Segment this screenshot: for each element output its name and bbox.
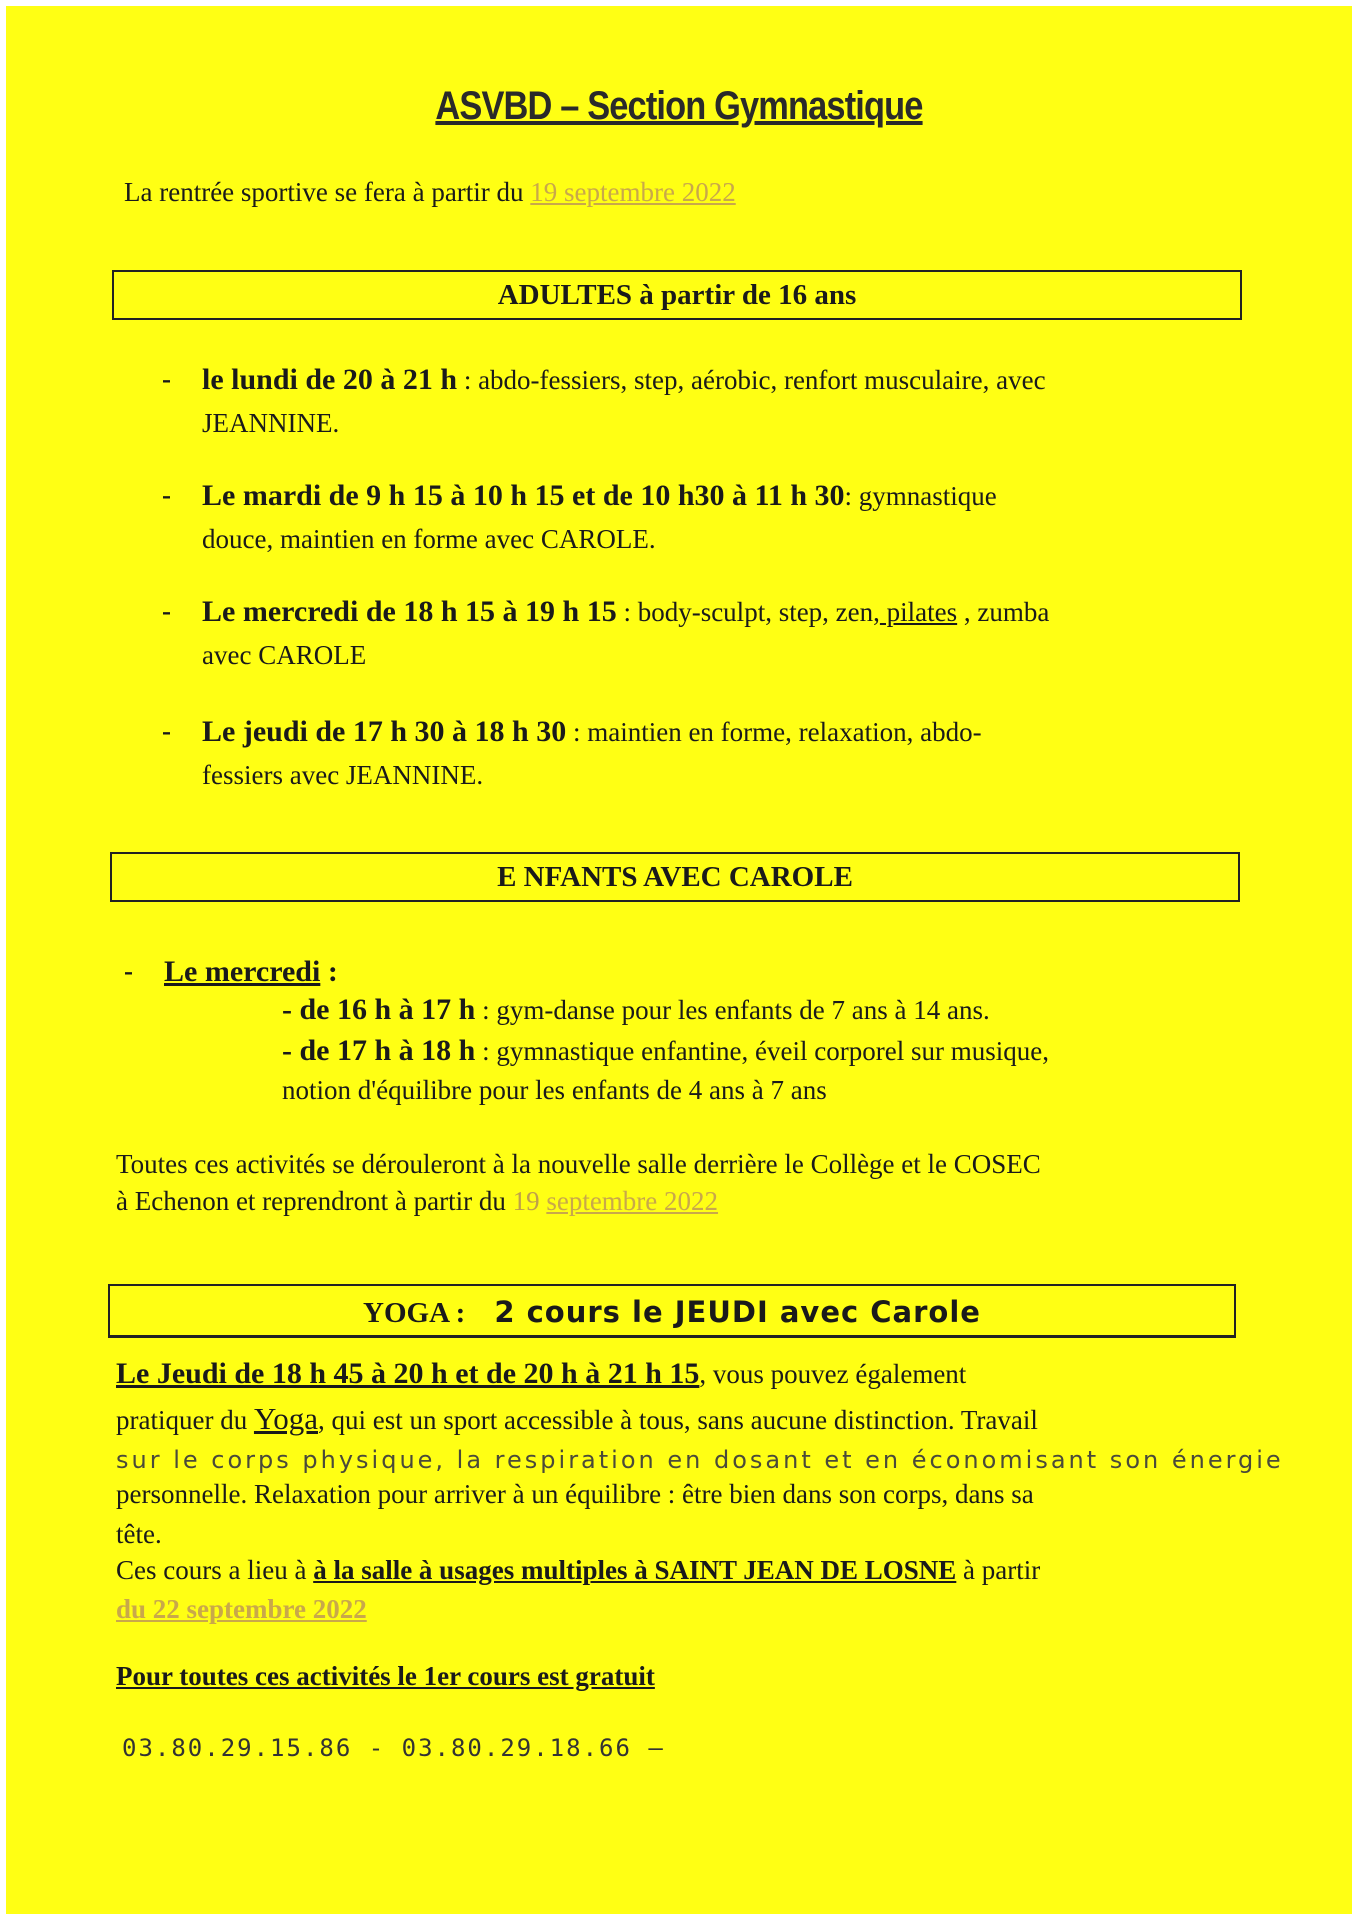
yoga-heading-box [108,1284,1236,1338]
children-day-line [164,952,338,992]
children-heading-box [110,852,1240,902]
yoga-heading-detail: 2 cours le JEUDI avec Carole [494,1295,981,1329]
adult-item-4-time: Le jeudi de 17 h 30 à 18 h 30 [202,715,567,748]
adult-item-3-pilates: pilates [879,597,958,627]
adult-item-4-line2: fessiers avec JEANNINE. [202,760,484,790]
flyer-sheet [6,6,1352,1914]
adult-item-4-desc: : maintien en forme, relaxation, abdo- [566,717,982,747]
intro-line [124,172,736,212]
location-line2 [116,1181,718,1221]
adult-item-3-line1 [202,592,1049,632]
adult-item-1-line1 [202,360,1046,400]
bullet-dash: - [162,364,171,394]
adult-item-4-line1 [202,712,982,752]
yoga-date: du 22 septembre 2022 [116,1594,367,1624]
bullet-dash: - [162,596,171,626]
free-first-class: Pour toutes ces activités le 1er cours est gratuit [116,1661,655,1691]
yoga-line6-end: à partir [956,1555,1041,1585]
yoga-line1 [116,1354,966,1394]
intro-date: 19 septembre 2022 [530,177,736,207]
yoga-line3: sur le corps physique, la respiration en dosant et en économisant son énergie [116,1446,1284,1474]
adult-item-3-desc-end: , zumba [957,597,1050,627]
phone-numbers: 03.80.29.15.86 - 03.80.29.18.66 – [122,1734,665,1762]
location-text: à Echenon et reprendront à partir du [116,1186,506,1216]
bullet-dash: - [162,480,171,510]
adult-item-1-line2: JEANNINE. [202,408,340,438]
yoga-venue: à la salle à usages multiples à SAINT JEAN DE LOSNE [313,1555,957,1585]
location-line1: Toutes ces activités se dérouleront à la nouvelle salle derrière le Collège et le COSEC [116,1149,1041,1179]
yoga-line6 [116,1550,1040,1590]
adult-item-2-time: Le mardi de 9 h 15 à 10 h 15 et de 10 h30 à 11 h 30 [202,479,845,512]
children-slot-1-time: - de 16 h à 17 h [282,993,476,1026]
adult-item-3-time: Le mercredi de 18 h 15 à 19 h 15 [202,595,617,628]
children-slot-2-desc: : gymnastique enfantine, éveil corporel sur musique, [475,1036,1049,1066]
children-day: Le mercredi [164,955,321,988]
children-slot-2 [282,1031,1049,1071]
children-heading: E NFANTS AVEC CAROLE [497,861,853,893]
yoga-schedule: Le Jeudi de 18 h 45 à 20 h et de 20 h à 21 h 15 [116,1357,700,1390]
bullet-dash: - [124,956,133,986]
children-slot-2-time: - de 17 h à 18 h [282,1034,476,1067]
adults-heading-box [112,270,1242,320]
adult-item-3-line2: avec CAROLE [202,640,367,670]
page-title: ASVBD – Section Gymnastique [435,84,923,128]
yoga-line5: tête. [116,1519,162,1549]
intro-text: La rentrée sportive se fera à partir du [124,177,524,207]
adult-item-2-line1 [202,476,997,516]
bullet-dash: - [162,716,171,746]
location-date-rest: septembre 2022 [546,1186,719,1216]
adult-item-1-time: le lundi de 20 à 21 h [202,363,458,396]
adult-item-3-desc: : body-sculpt, step, zen, [616,597,880,627]
adult-item-2-desc: : gymnastique [844,481,997,511]
yoga-line2-start: pratiquer du [116,1405,254,1435]
adult-item-1-desc: : abdo-fessiers, step, aérobic, renfort musculaire, avec [457,365,1046,395]
yoga-line1-rest: , vous pouvez également [699,1359,967,1389]
children-slot-1-desc: : gym-danse pour les enfants de 7 ans à 14 ans. [475,995,990,1025]
yoga-line6-start: Ces cours a lieu à [116,1555,314,1585]
location-date-day: 19 [512,1186,540,1216]
yoga-line2-rest: , qui est un sport accessible à tous, sans aucune distinction. Travail [318,1405,1038,1435]
children-slot-2-line2: notion d'équilibre pour les enfants de 4 ans à 7 ans [282,1075,827,1105]
yoga-heading-label: YOGA : [363,1297,466,1329]
yoga-line4: personnelle. Relaxation pour arriver à un équilibre : être bien dans son corps, dans sa [116,1479,1034,1509]
yoga-word: Yoga [253,1401,318,1436]
children-slot-1 [282,990,990,1030]
children-day-colon: : [320,955,338,988]
adult-item-2-line2: douce, maintien en forme avec CAROLE. [202,524,656,554]
yoga-line2 [116,1399,1038,1440]
adults-heading: ADULTES à partir de 16 ans [497,279,857,311]
